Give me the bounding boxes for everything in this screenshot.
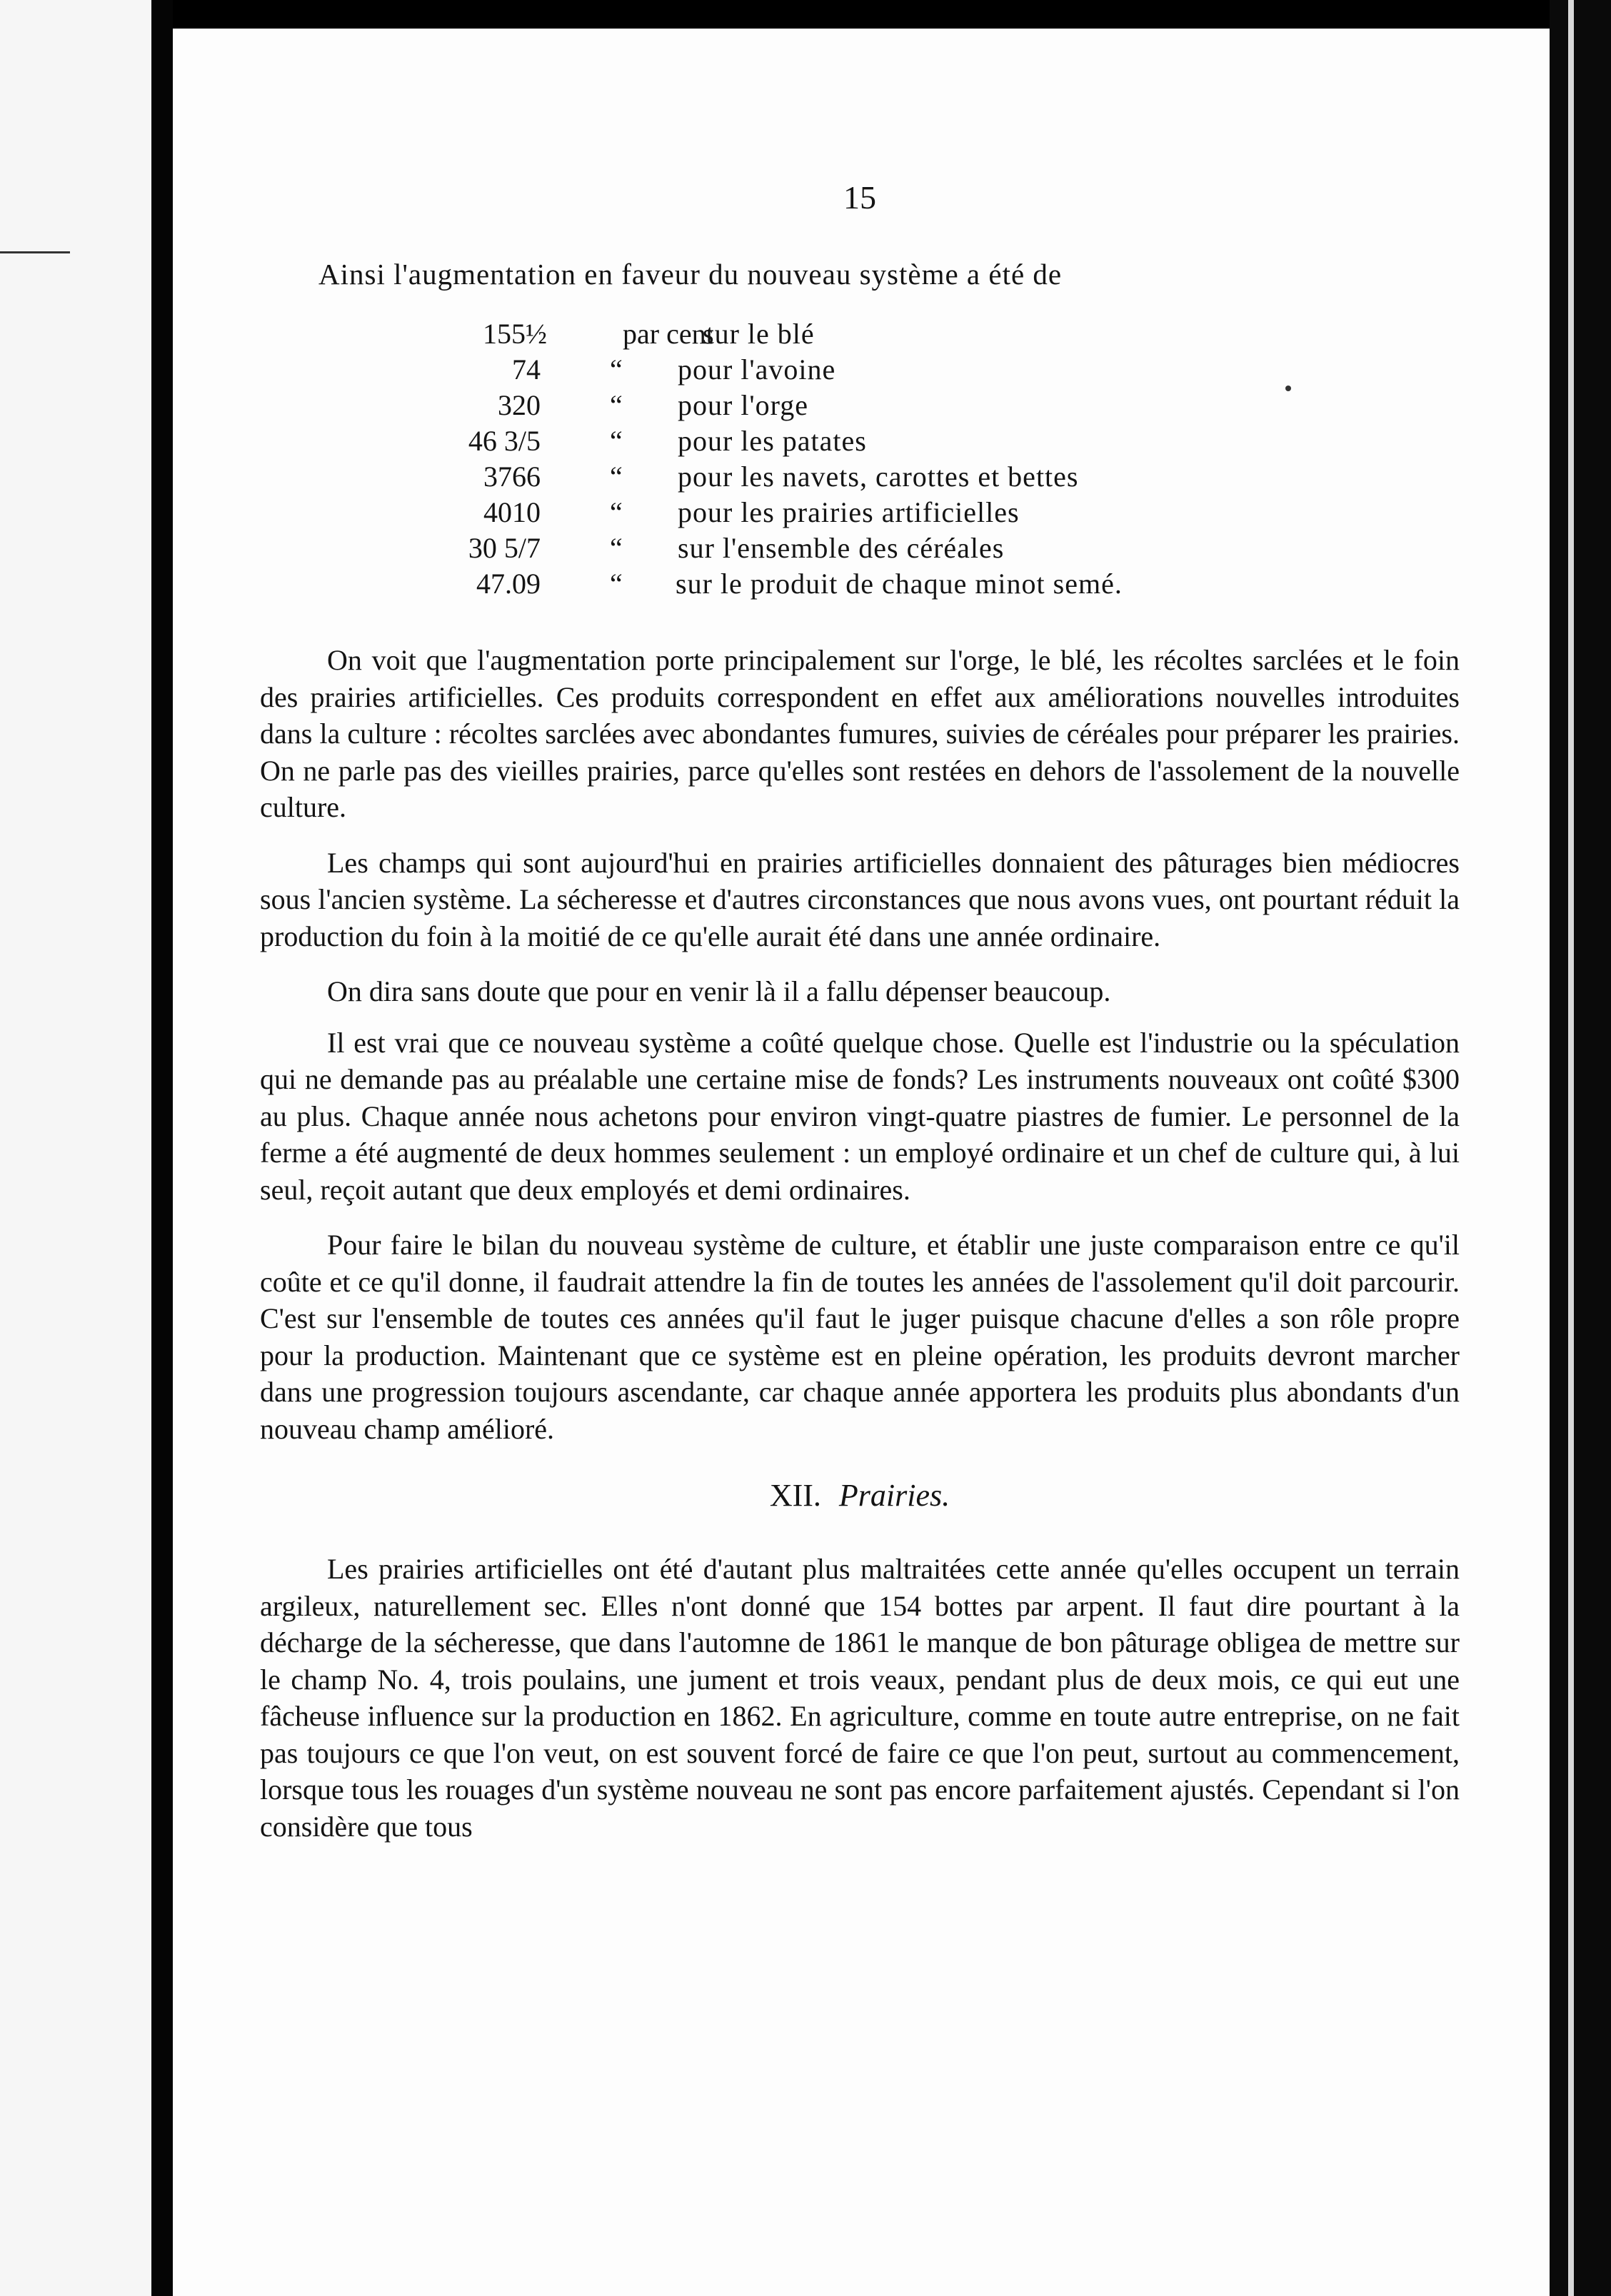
- stat-value: 155½: [483, 318, 547, 350]
- stat-label: sur le blé: [703, 318, 815, 350]
- stat-ditto-mark: “: [610, 353, 623, 386]
- stat-row: [260, 423, 1460, 459]
- paragraph: On voit que l'augmentation porte principalement sur l'orge, le blé, les récoltes sarclées et le foin des prairies artificielles. Ces produits correspondent en effet aux améliorations nouvelles introduites dans la culture : récoltes sarclées avec abondantes fumures, suivies de céréales pour préparer les prairies. On ne parle pas des vieilles prairies, parce qu'elles sont restées en dehors de l'assolement de la nouvelle culture.: [260, 644, 1460, 823]
- stat-ditto-mark: “: [610, 425, 623, 457]
- stat-label: pour l'orge: [678, 389, 808, 421]
- stats-list: [260, 316, 1460, 602]
- stat-row: [260, 352, 1460, 388]
- stat-label: pour les patates: [678, 425, 867, 457]
- stat-ditto-mark: “: [610, 389, 623, 421]
- stat-value: 320: [498, 389, 541, 421]
- stat-row: [260, 459, 1460, 495]
- paragraph: Les champs qui sont aujourd'hui en prairies artificielles donnaient des pâturages bien médiocres sous l'ancien système. La sécheresse et d'autres circonstances que nous avons vues, ont pourtant réduit la production du foin à la moitié de ce qu'elle aurait été dans une année ordinaire.: [260, 846, 1460, 952]
- paragraph: Pour faire le bilan du nouveau système de culture, et établir une juste comparaison entre ce qu'il coûte et ce qu'il donne, il faudrait attendre la fin de toutes les années de l'assolement qu'il doit parcourir. C'est sur l'ensemble de toutes ces années qu'il faut le juger puisque chacune d'elles a son rôle propre pour la production. Maintenant que ce système est en pleine opération, les produits devront marcher dans une progression toujours ascendante, car chaque année apportera les produits plus abondants d'un nouveau champ amélioré.: [260, 1229, 1460, 1445]
- page-number: 15: [843, 179, 876, 216]
- stat-value: 74: [512, 353, 541, 386]
- stat-value: 4010: [483, 496, 541, 528]
- stat-value: 47.09: [476, 568, 541, 600]
- stat-unit: par cent: [623, 318, 714, 350]
- paragraph: Il est vrai que ce nouveau système a coûté quelque chose. Quelle est l'industrie ou la spéculation qui ne demande pas au préalable une certaine mise de fonds? Les instruments nouveaux ont coûté $300 au plus. Chaque année nous achetons pour environ vingt-quatre piastres de fumier. Le personnel de la ferme a été augmenté de deux hommes seulement : un employé ordinaire et un chef de culture qui, à lui seul, reçoit autant que deux employés et demi ordinaires.: [260, 1026, 1460, 1206]
- page-content: [260, 178, 1460, 1863]
- section-number: XII.: [769, 1478, 821, 1513]
- stat-row: [260, 316, 1460, 352]
- section-heading: [260, 1477, 1460, 1514]
- intro-line: Ainsi l'augmentation en faveur du nouveau système a été de: [318, 258, 1063, 291]
- stat-ditto-mark: “: [610, 496, 623, 528]
- paragraph: Les prairies artificielles ont été d'autant plus maltraitées cette année qu'elles occupent un terrain argileux, naturellement sec. Elles n'ont donné que 154 bottes par arpent. Il faut dire pourtant à la décharge de la sécheresse, que dans l'automne de 1861 le manque de bon pâturage obligea de mettre sur le champ No. 4, trois poulains, une jument et trois veaux, pendant plus de deux mois, ce qui eut une fâcheuse influence sur la production en 1862. En agriculture, comme en toute autre entreprise, on ne fait pas toujours ce que l'on veut, on est souvent forcé de faire ce que l'on peut, surtout au commencement, lorsque tous les rouages d'un système nouveau ne sont pas encore parfaitement ajustés. Cependant si l'on considère que tous: [260, 1553, 1460, 1843]
- stat-row: [260, 566, 1460, 602]
- stat-label: sur l'ensemble des céréales: [678, 532, 1005, 564]
- page-edge-line: [1568, 0, 1574, 2296]
- paragraph: On dira sans doute que pour en venir là il a fallu dépenser beaucoup.: [327, 975, 1111, 1007]
- stat-row: [260, 388, 1460, 423]
- stat-ditto-mark: “: [610, 532, 623, 564]
- stat-value: 30 5/7: [468, 532, 541, 564]
- stat-ditto-mark: “: [610, 568, 623, 600]
- stat-label: pour l'avoine: [678, 353, 836, 386]
- stat-value: 3766: [483, 460, 541, 493]
- stat-row: [260, 495, 1460, 530]
- stat-label: sur le produit de chaque minot semé.: [676, 568, 1123, 600]
- page-right-border: [1550, 0, 1611, 2296]
- facing-page-mark: [0, 251, 70, 253]
- stat-ditto-mark: “: [610, 460, 623, 493]
- stat-value: 46 3/5: [468, 425, 541, 457]
- stat-label: pour les prairies artificielles: [678, 496, 1020, 528]
- stat-label: pour les navets, carottes et bettes: [678, 460, 1079, 493]
- section-title: Prairies.: [838, 1478, 950, 1513]
- stat-row: [260, 530, 1460, 566]
- gutter-shadow: [151, 0, 173, 2296]
- facing-page-strip: [0, 0, 151, 2296]
